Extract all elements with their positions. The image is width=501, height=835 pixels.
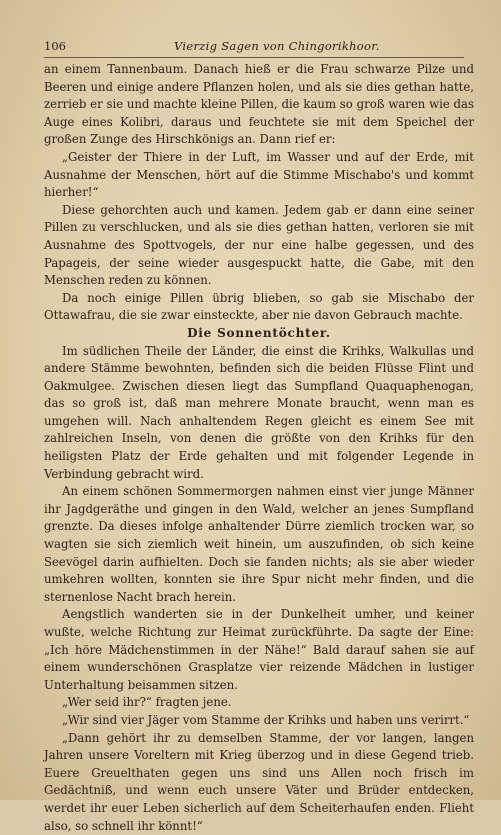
section-heading: Die Sonnentöchter. <box>187 325 331 340</box>
paragraph: An einem schönen Sommermorgen nahmen einst vier junge Männer ihr Jagdgeräthe und gingen in den Wald, welcher an jenes Sumpfland grenzte. Da dieses infolge anhaltender Dürre ziemlich trocken war, so wagten sie sich ziemlich weit hinein, um auszufinden, ob sich keine Seevögel darin aufhielten. Doch sie fanden nichts; als sie aber wieder umkehren wollten, konnten sie ihre Spur nicht mehr finden, und die sternenlose Nacht brach herein. <box>44 484 474 604</box>
paragraph: „Geister der Thiere in der Luft, im Wasser und auf der Erde, mit Ausnahme der Menschen, hört auf die Stimme Mischabo's und kommt hierher!“ <box>44 149 474 200</box>
paragraph: Diese gehorchten auch und kamen. Jedem gab er dann eine seiner Pillen zu verschlucken, und als sie dies gethan hatten, verloren sie mit Ausnahme des Spottvogels, der nur eine halbe gegessen, und des Papageis, der seine wieder ausgespuckt hatte, die Gabe, mit den Menschen reden zu können. <box>44 202 474 288</box>
paragraph: an einem Tannenbaum. Danach hieß er die Frau schwarze Pilze und Beeren und einige andere Pflanzen holen, und als sie dies gethan hatte, zerrieb er sie und machte kleine Pillen, die kaum so groß waren wie das Auge eines Kolibri, daraus und feuchtete sie mit dem Speichel der großen Zunge des Hirschkönigs an. Dann rief er: <box>44 62 474 147</box>
page-number: 106 <box>44 39 66 53</box>
paragraph: Im südlichen Theile der Länder, die einst die Krihks, Walkullas und andere Stämme bewohnten, befinden sich die beiden Flüsse Flint und Oakmulgee. Zwischen diesen liegt das Sumpfland Quaquaphenogan, das so groß ist, daß man mehrere Monate braucht, wenn man es umgehen will. Nach anhaltendem Regen gleicht es einem See mit zahlreichen Inseln, von denen die größte von den Krihks für den heiligsten Platz der Erde gehalten und mit folgender Legende in Verbindung gebracht wird. <box>44 343 474 481</box>
paragraph: „Wir sind vier Jäger vom Stamme der Krihks und haben uns verirrt.“ <box>62 712 470 727</box>
header-rule <box>44 57 464 58</box>
page-body <box>44 61 474 835</box>
page-header <box>44 39 464 55</box>
paragraph: Aengstlich wanderten sie in der Dunkelheit umher, und keiner wußte, welche Richtung zur Heimat zurückführte. Da sagte der Eine: „Ich höre Mädchenstimmen in der Nähe!“ Bald darauf sahen sie auf einem wunderschönen Grasplatze vier reizende Mädchen in lustiger Unterhaltung beisammen sitzen. <box>44 607 474 692</box>
running-title: Vierzig Sagen von Chingorikhoor. <box>174 39 380 53</box>
paragraph: „Dann gehört ihr zu demselben Stamme, der vor langen, langen Jahren unsere Voreltern mit Krieg überzog und in diese Gegend trieb. Euere Greuelthaten gegen uns sind uns Allen noch frisch im Gedächtniß, und wenn euch unsere Väter und Brüder entdecken, werdet ihr euer Leben sicherlich auf dem Scheiterhaufen enden. Flieht also, so schnell ihr könnt!“ <box>44 730 474 833</box>
paragraph: „Wer seid ihr?“ fragten jene. <box>62 695 232 710</box>
paragraph: Da noch einige Pillen übrig blieben, so gab sie Mischabo der Ottawafrau, die sie zwar einsteckte, aber nie davon Gebrauch machte. <box>44 290 474 323</box>
